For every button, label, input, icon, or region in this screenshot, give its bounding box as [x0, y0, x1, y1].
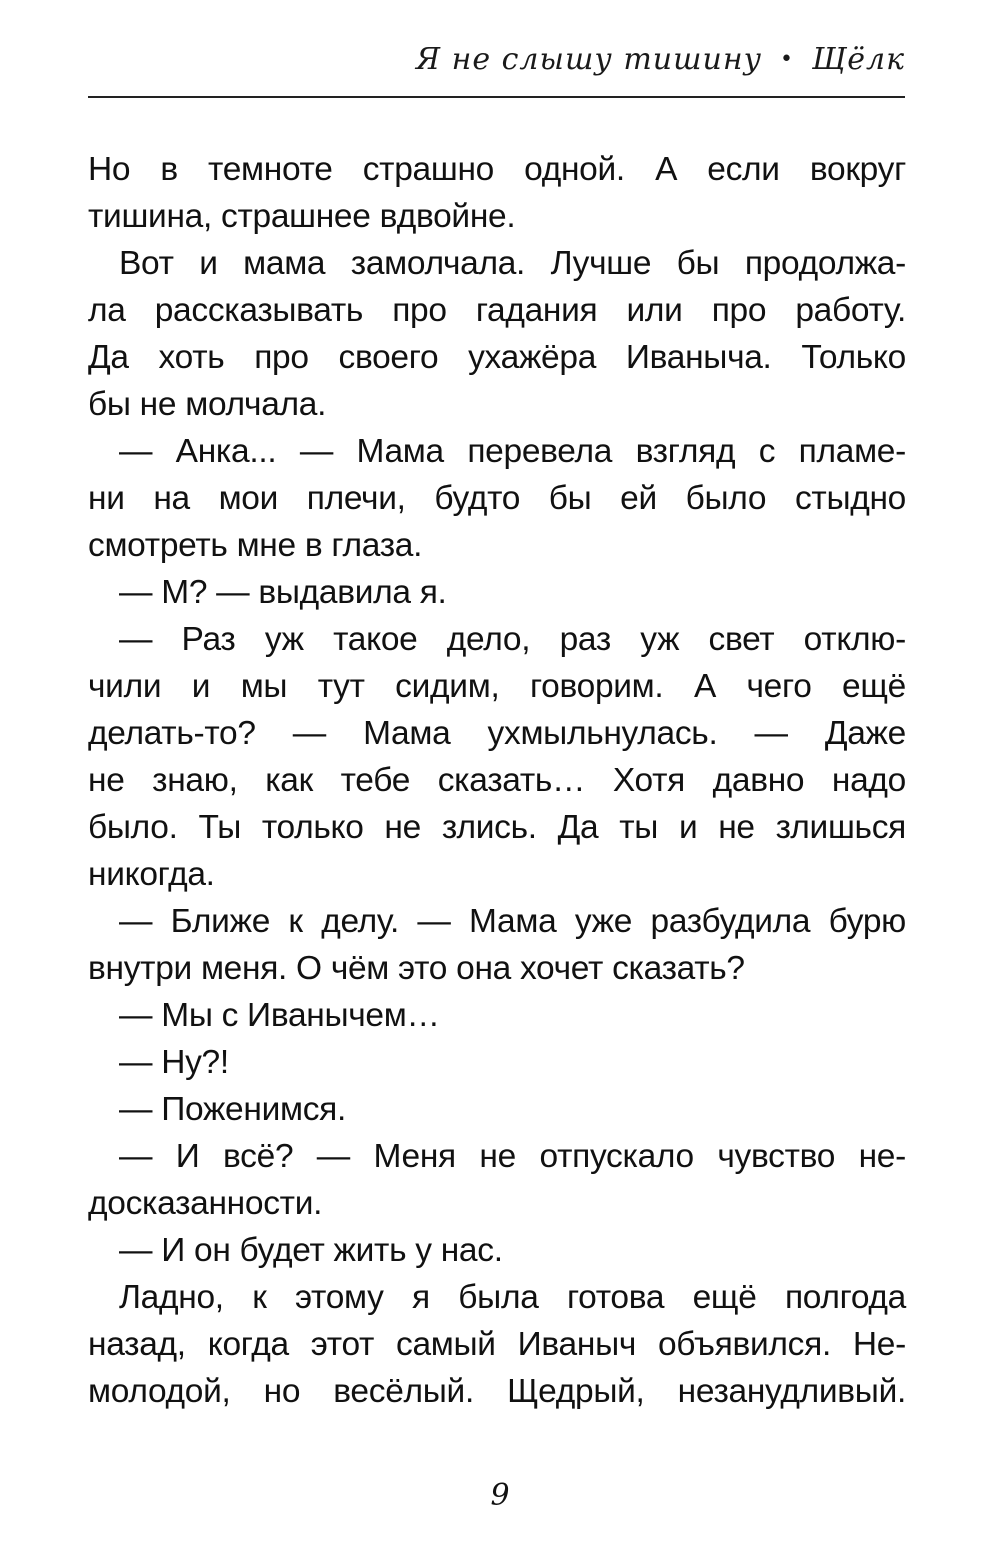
chapter-title: Щёлк	[811, 42, 905, 77]
page-number: 9	[490, 1478, 510, 1513]
text-line: Да хоть про своего ухажёра Иваныча. Только	[88, 339, 906, 376]
text-line: Вот и мама замолчала. Лучше бы продолжа-	[119, 245, 906, 282]
text-line: ла рассказывать про гадания или про работу.	[88, 292, 906, 329]
text-line: — Мы с Иванычем…	[119, 997, 440, 1034]
text-line: назад, когда этот самый Иваныч объявился. Не-	[88, 1326, 906, 1363]
body-text	[88, 146, 906, 1415]
text-line: не знаю, как тебе сказать… Хотя давно надо	[88, 762, 906, 799]
text-line: — И он будет жить у нас.	[119, 1232, 503, 1269]
text-line: — Раз уж такое дело, раз уж свет отклю-	[119, 621, 906, 658]
text-line: — Анка... — Мама перевела взгляд с пламе-	[119, 433, 906, 470]
text-line: — Ну?!	[119, 1044, 229, 1081]
text-line: ни на мои плечи, будто бы ей было стыдно	[88, 480, 906, 517]
text-line: досказанности.	[88, 1185, 323, 1222]
text-line: было. Ты только не злись. Да ты и не злишься	[88, 809, 906, 846]
text-line: Ладно, к этому я была готова ещё полгода	[119, 1279, 906, 1316]
text-line: тишина, страшнее вдвойне.	[88, 198, 516, 235]
header-rule	[88, 96, 905, 98]
text-line: смотреть мне в глаза.	[88, 527, 423, 564]
text-line: молодой, но весёлый. Щедрый, незанудливый.	[88, 1373, 906, 1410]
text-line: никогда.	[88, 856, 215, 893]
text-line: Но в темноте страшно одной. А если вокруг	[88, 151, 906, 188]
separator-dot: •	[780, 47, 794, 72]
running-head	[88, 42, 905, 96]
book-title: Я не слышу тишину	[415, 42, 762, 77]
text-line: — Поженимся.	[119, 1091, 347, 1128]
text-line: делать-то? — Мама ухмыльнулась. — Даже	[88, 715, 906, 752]
text-line: бы не молчала.	[88, 386, 327, 423]
text-line: — М? — выдавила я.	[119, 574, 447, 611]
text-line: — И всё? — Меня не отпускало чувство не-	[119, 1138, 906, 1175]
text-line: — Ближе к делу. — Мама уже разбудила бурю	[119, 903, 906, 940]
text-line: внутри меня. О чём это она хочет сказать?	[88, 950, 745, 987]
text-line: чили и мы тут сидим, говорим. А чего ещё	[88, 668, 906, 705]
